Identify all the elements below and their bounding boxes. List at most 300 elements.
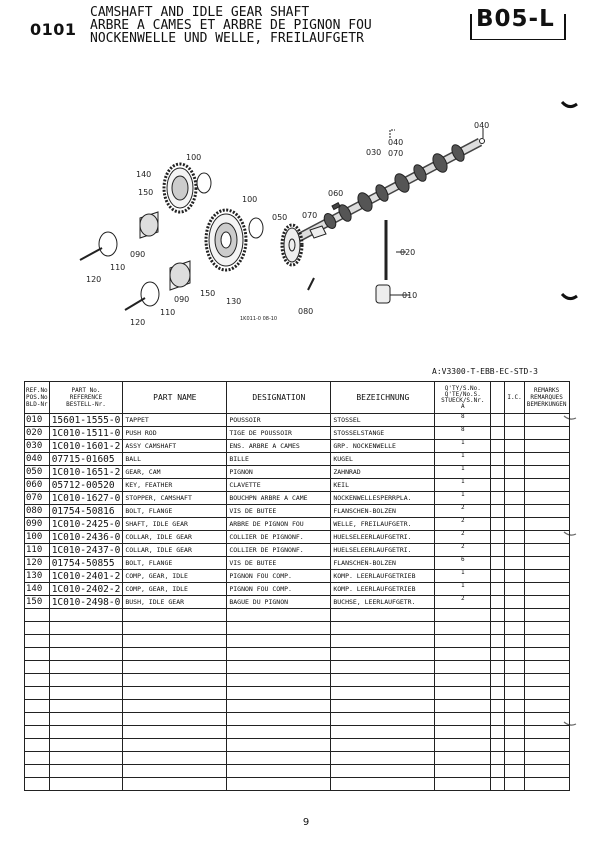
cell-designation: ENS. ARBRE A CAMES [227, 440, 331, 453]
title-english: CAMSHAFT AND IDLE GEAR SHAFT [90, 5, 310, 20]
table-row [25, 687, 570, 700]
callout-090b: 090 [174, 295, 190, 304]
callout-010: 010 [402, 291, 418, 300]
table-row [25, 440, 570, 453]
cell-empty [49, 687, 123, 700]
title-german: NOCKENWELLE UND WELLE, FREILAUFGETR [90, 31, 364, 46]
cell-empty [505, 596, 524, 609]
cell-qty [435, 440, 491, 453]
cell-empty [491, 739, 505, 752]
cell-empty [491, 414, 505, 427]
cell-qty [435, 557, 491, 570]
cell-empty [505, 518, 524, 531]
table-row [25, 635, 570, 648]
cell-empty [123, 687, 227, 700]
callout-150a: 150 [138, 188, 154, 197]
cell-empty [491, 622, 505, 635]
cell-empty [435, 765, 491, 778]
cell-empty [505, 713, 524, 726]
cell-bezeichnung: KOMP. LEERLAUFGETRIEB [331, 570, 435, 583]
cell-empty [491, 700, 505, 713]
cell-part-no: 05712-00520 [49, 479, 123, 492]
cell-empty [505, 648, 524, 661]
cell-empty [524, 479, 569, 492]
callout-020: 020 [400, 248, 416, 257]
cell-empty [491, 752, 505, 765]
parts-table [24, 381, 570, 791]
cell-ref: 040 [25, 453, 50, 466]
cell-qty: 8 [461, 426, 465, 433]
cell-qty: 6 [461, 556, 465, 563]
cell-empty [123, 739, 227, 752]
cell-empty [435, 674, 491, 687]
drawing-code: 1K011-0 08-10 [240, 316, 278, 322]
cell-name: COLLAR, IDLE GEAR [123, 544, 227, 557]
table-row [25, 752, 570, 765]
cell-empty [505, 544, 524, 557]
cell-empty [524, 687, 569, 700]
cell-name: COMP, GEAR, IDLE [123, 570, 227, 583]
cell-empty [491, 674, 505, 687]
cell-designation: VIS DE BUTEE [227, 557, 331, 570]
cam-gear-drawing [282, 225, 302, 265]
cell-empty [505, 700, 524, 713]
cell-empty [505, 674, 524, 687]
cell-empty [524, 778, 569, 791]
cell-empty [435, 752, 491, 765]
header-bezeichnung: BEZEICHNUNG [331, 382, 435, 414]
cell-name: COLLAR, IDLE GEAR [123, 531, 227, 544]
cell-empty [123, 752, 227, 765]
cell-designation: COLLIER DE PIGNONF. [227, 544, 331, 557]
cell-empty [524, 739, 569, 752]
cell-empty [524, 557, 569, 570]
table-row [25, 674, 570, 687]
table-row [25, 648, 570, 661]
cell-empty [491, 635, 505, 648]
cell-empty [227, 713, 331, 726]
cell-empty [491, 713, 505, 726]
cell-empty [491, 427, 505, 440]
cell-qty: 2 [461, 504, 465, 511]
cell-qty: 2 [461, 530, 465, 537]
cell-name: SHAFT, IDLE GEAR [123, 518, 227, 531]
table-row [25, 427, 570, 440]
cell-designation: BOUCHPN ARBRE A CAME [227, 492, 331, 505]
cell-empty [123, 661, 227, 674]
cell-empty [505, 609, 524, 622]
cell-empty [123, 700, 227, 713]
cell-part-no: 1C010-1627-0 [49, 492, 123, 505]
cell-empty [435, 661, 491, 674]
cell-empty [331, 778, 435, 791]
cell-empty [331, 687, 435, 700]
exploded-diagram [70, 120, 510, 340]
page-number: 9 [302, 817, 310, 828]
cell-empty [25, 622, 50, 635]
cell-empty [25, 765, 50, 778]
header-part-no: PART No. REFERENCE BESTELL-Nr. [49, 382, 123, 414]
cell-empty [505, 661, 524, 674]
idle-gear-140-drawing [164, 164, 196, 212]
cell-empty [524, 661, 569, 674]
cell-empty [331, 609, 435, 622]
cell-empty [491, 557, 505, 570]
cell-designation: TIGE DE POUSSOIR [227, 427, 331, 440]
cell-qty [435, 518, 491, 531]
cell-part-no: 1C010-1601-2 [49, 440, 123, 453]
cell-name: ASSY CAMSHAFT [123, 440, 227, 453]
cell-bezeichnung: FLANSCHEN-BOLZEN [331, 557, 435, 570]
cell-bezeichnung: KUGEL [331, 453, 435, 466]
cell-empty [227, 765, 331, 778]
cell-qty: 1 [461, 582, 465, 589]
cell-empty [505, 765, 524, 778]
callout-110b: 110 [160, 308, 176, 317]
cell-empty [524, 596, 569, 609]
cell-name: BUSH, IDLE GEAR [123, 596, 227, 609]
cell-name: BOLT, FLANGE [123, 557, 227, 570]
callout-030: 030 [366, 148, 382, 157]
cell-empty [227, 739, 331, 752]
cell-empty [123, 674, 227, 687]
cell-empty [49, 674, 123, 687]
callout-080: 080 [298, 307, 314, 316]
cell-empty [491, 531, 505, 544]
cell-empty [49, 622, 123, 635]
callout-130: 130 [226, 297, 242, 306]
cell-empty [505, 726, 524, 739]
header-ref: REF.No POS.No BLD-Nr [25, 382, 50, 414]
cell-bezeichnung: BUCHSE, LEERLAUFGETR. [331, 596, 435, 609]
cell-part-no: 1C010-2425-0 [49, 518, 123, 531]
table-row [25, 505, 570, 518]
table-row [25, 518, 570, 531]
cell-empty [25, 687, 50, 700]
cell-empty [123, 622, 227, 635]
cell-qty [435, 531, 491, 544]
cell-name: STOPPER, CAMSHAFT [123, 492, 227, 505]
cell-ref: 140 [25, 583, 50, 596]
cell-name: BALL [123, 453, 227, 466]
table-row [25, 453, 570, 466]
cell-empty [524, 583, 569, 596]
cell-bezeichnung: ZAHNRAD [331, 466, 435, 479]
cell-empty [435, 635, 491, 648]
cell-bezeichnung: HUELSELEERLAUFGETRI. [331, 544, 435, 557]
cell-empty [524, 700, 569, 713]
cell-part-no: 01754-50816 [49, 505, 123, 518]
cell-empty [331, 674, 435, 687]
table-row [25, 466, 570, 479]
table-row [25, 609, 570, 622]
cell-ref: 150 [25, 596, 50, 609]
cell-empty [524, 570, 569, 583]
cell-empty [491, 661, 505, 674]
cell-empty [505, 453, 524, 466]
cell-empty [505, 466, 524, 479]
cell-bezeichnung: HUELSELEERLAUFGETRI. [331, 531, 435, 544]
header-qty: Q'TY/S.No. Q'TE/No.S. STUECK/S.Nr. A [435, 382, 491, 414]
cell-ref: 090 [25, 518, 50, 531]
cell-qty: 1 [461, 465, 465, 472]
cell-empty [435, 609, 491, 622]
cell-empty [524, 492, 569, 505]
cell-empty [227, 609, 331, 622]
cell-ref: 050 [25, 466, 50, 479]
table-row [25, 544, 570, 557]
cell-qty [435, 544, 491, 557]
cell-part-no: 1C010-2437-0 [49, 544, 123, 557]
callout-100a: 100 [186, 153, 202, 162]
cell-empty [331, 648, 435, 661]
cell-empty [491, 765, 505, 778]
cell-qty: 1 [461, 478, 465, 485]
cell-empty [524, 453, 569, 466]
cell-empty [123, 648, 227, 661]
cell-empty [49, 700, 123, 713]
cell-empty [49, 609, 123, 622]
cell-designation: PIGNON [227, 466, 331, 479]
cell-empty [227, 622, 331, 635]
cell-empty [331, 622, 435, 635]
table-row [25, 713, 570, 726]
cell-empty [505, 622, 524, 635]
cell-empty [505, 492, 524, 505]
cell-empty [331, 726, 435, 739]
cell-empty [505, 635, 524, 648]
cell-empty [524, 466, 569, 479]
cell-empty [25, 635, 50, 648]
cell-empty [435, 713, 491, 726]
cell-designation: PIGNON FOU COMP. [227, 583, 331, 596]
cell-empty [491, 505, 505, 518]
cell-qty: 8 [461, 413, 465, 420]
cell-qty: 2 [461, 543, 465, 550]
cell-empty [491, 570, 505, 583]
cell-empty [524, 544, 569, 557]
binder-mark [560, 98, 580, 112]
cell-empty [331, 765, 435, 778]
cell-ref: 130 [25, 570, 50, 583]
cell-empty [435, 726, 491, 739]
model-code: A:V3300-T-EBB-EC-STD-3 [432, 367, 538, 376]
cell-ref: 100 [25, 531, 50, 544]
cell-name: COMP, GEAR, IDLE [123, 583, 227, 596]
cell-qty: 1 [461, 569, 465, 576]
cell-qty [435, 427, 491, 440]
cell-empty [331, 713, 435, 726]
cell-qty [435, 570, 491, 583]
cell-empty [505, 440, 524, 453]
cell-empty [123, 635, 227, 648]
cell-designation: BAGUE DU PIGNON [227, 596, 331, 609]
cell-empty [227, 674, 331, 687]
cell-empty [524, 635, 569, 648]
cell-empty [524, 726, 569, 739]
callout-140: 140 [136, 170, 152, 179]
callout-070b: 070 [388, 149, 404, 158]
callout-060: 060 [328, 189, 344, 198]
cell-empty [331, 661, 435, 674]
cell-empty [331, 739, 435, 752]
cell-empty [435, 648, 491, 661]
table-row [25, 492, 570, 505]
cell-designation: CLAVETTE [227, 479, 331, 492]
cell-empty [491, 466, 505, 479]
cell-ref: 060 [25, 479, 50, 492]
cell-empty [505, 687, 524, 700]
cell-empty [227, 752, 331, 765]
cell-empty [435, 700, 491, 713]
cell-empty [25, 674, 50, 687]
callout-040b: 040 [388, 138, 404, 147]
cell-empty [491, 518, 505, 531]
cell-empty [524, 440, 569, 453]
cell-empty [505, 479, 524, 492]
cell-empty [25, 726, 50, 739]
callout-120b: 120 [130, 318, 146, 327]
cell-designation: ARBRE DE PIGNON FOU [227, 518, 331, 531]
cell-empty [25, 648, 50, 661]
cell-empty [524, 531, 569, 544]
table-row [25, 778, 570, 791]
header-remarks: REMARKS REMARQUES BEMERKUNGEN [524, 382, 569, 414]
cell-part-no: 15601-1555-0 [49, 414, 123, 427]
cell-empty [524, 752, 569, 765]
cell-empty [49, 739, 123, 752]
page-code: B05-L [476, 6, 555, 32]
cell-empty [49, 661, 123, 674]
cell-name: BOLT, FLANGE [123, 505, 227, 518]
cell-designation: PIGNON FOU COMP. [227, 570, 331, 583]
cell-qty [435, 479, 491, 492]
cell-empty [491, 596, 505, 609]
callout-110a: 110 [110, 263, 126, 272]
header-designation: DESIGNATION [227, 382, 331, 414]
table-row [25, 583, 570, 596]
cell-empty [435, 622, 491, 635]
cell-empty [524, 648, 569, 661]
cell-empty [491, 453, 505, 466]
cell-qty [435, 596, 491, 609]
cell-empty [227, 687, 331, 700]
cell-empty [123, 713, 227, 726]
cell-empty [505, 557, 524, 570]
cell-qty: 2 [461, 595, 465, 602]
cell-qty: 2 [461, 517, 465, 524]
cell-empty [524, 518, 569, 531]
cell-empty [227, 635, 331, 648]
cell-empty [25, 609, 50, 622]
cell-empty [227, 778, 331, 791]
cell-empty [123, 726, 227, 739]
header-ic: I.C. [505, 382, 524, 414]
cell-empty [331, 752, 435, 765]
binder-mark [560, 290, 580, 304]
cell-empty [505, 778, 524, 791]
cell-empty [435, 739, 491, 752]
cell-ref: 010 [25, 414, 50, 427]
cell-designation: VIS DE BUTEE [227, 505, 331, 518]
cell-empty [524, 713, 569, 726]
cell-empty [505, 414, 524, 427]
cell-empty [25, 739, 50, 752]
cell-empty [505, 427, 524, 440]
header-spare [491, 382, 505, 414]
group-code: 0101 [30, 20, 77, 39]
cell-empty [524, 505, 569, 518]
cell-empty [491, 583, 505, 596]
cell-qty: 1 [461, 491, 465, 498]
cell-empty [25, 700, 50, 713]
table-row [25, 570, 570, 583]
table-row [25, 726, 570, 739]
table-row [25, 414, 570, 427]
callout-070: 070 [302, 211, 318, 220]
cell-empty [505, 752, 524, 765]
table-row [25, 557, 570, 570]
parts-table-body [25, 414, 570, 791]
cell-bezeichnung: KOMP. LEERLAUFGETRIEB [331, 583, 435, 596]
callout-120a: 120 [86, 275, 102, 284]
cell-empty [505, 505, 524, 518]
cell-empty [123, 765, 227, 778]
cell-empty [491, 544, 505, 557]
cell-qty: 1 [461, 439, 465, 446]
cell-bezeichnung: GRP. NOCKENWELLE [331, 440, 435, 453]
cell-empty [25, 752, 50, 765]
cell-bezeichnung: STOSSELSTANGE [331, 427, 435, 440]
cell-bezeichnung: NOCKENWELLESPERRPLA. [331, 492, 435, 505]
table-row [25, 596, 570, 609]
cell-empty [524, 427, 569, 440]
cell-name: GEAR, CAM [123, 466, 227, 479]
cell-empty [491, 648, 505, 661]
cell-qty [435, 466, 491, 479]
cell-empty [524, 622, 569, 635]
cell-empty [49, 648, 123, 661]
cell-empty [227, 726, 331, 739]
cell-empty [49, 635, 123, 648]
cell-qty [435, 414, 491, 427]
callout-100b: 100 [242, 195, 258, 204]
table-row [25, 479, 570, 492]
cell-empty [505, 739, 524, 752]
cell-part-no: 1C010-2402-2 [49, 583, 123, 596]
cell-bezeichnung: STOSSEL [331, 414, 435, 427]
cell-part-no: 1C010-2436-0 [49, 531, 123, 544]
table-row [25, 661, 570, 674]
cell-empty [491, 440, 505, 453]
cell-empty [491, 479, 505, 492]
cell-ref: 020 [25, 427, 50, 440]
cell-empty [49, 752, 123, 765]
cell-qty: 1 [461, 452, 465, 459]
cell-ref: 030 [25, 440, 50, 453]
cell-part-no: 1C010-2498-0 [49, 596, 123, 609]
cell-empty [491, 687, 505, 700]
cell-bezeichnung: KEIL [331, 479, 435, 492]
cell-empty [25, 713, 50, 726]
table-row [25, 700, 570, 713]
callout-150b: 150 [200, 289, 216, 298]
cell-empty [25, 778, 50, 791]
cell-empty [491, 778, 505, 791]
table-row [25, 765, 570, 778]
cell-empty [435, 687, 491, 700]
cell-empty [491, 492, 505, 505]
